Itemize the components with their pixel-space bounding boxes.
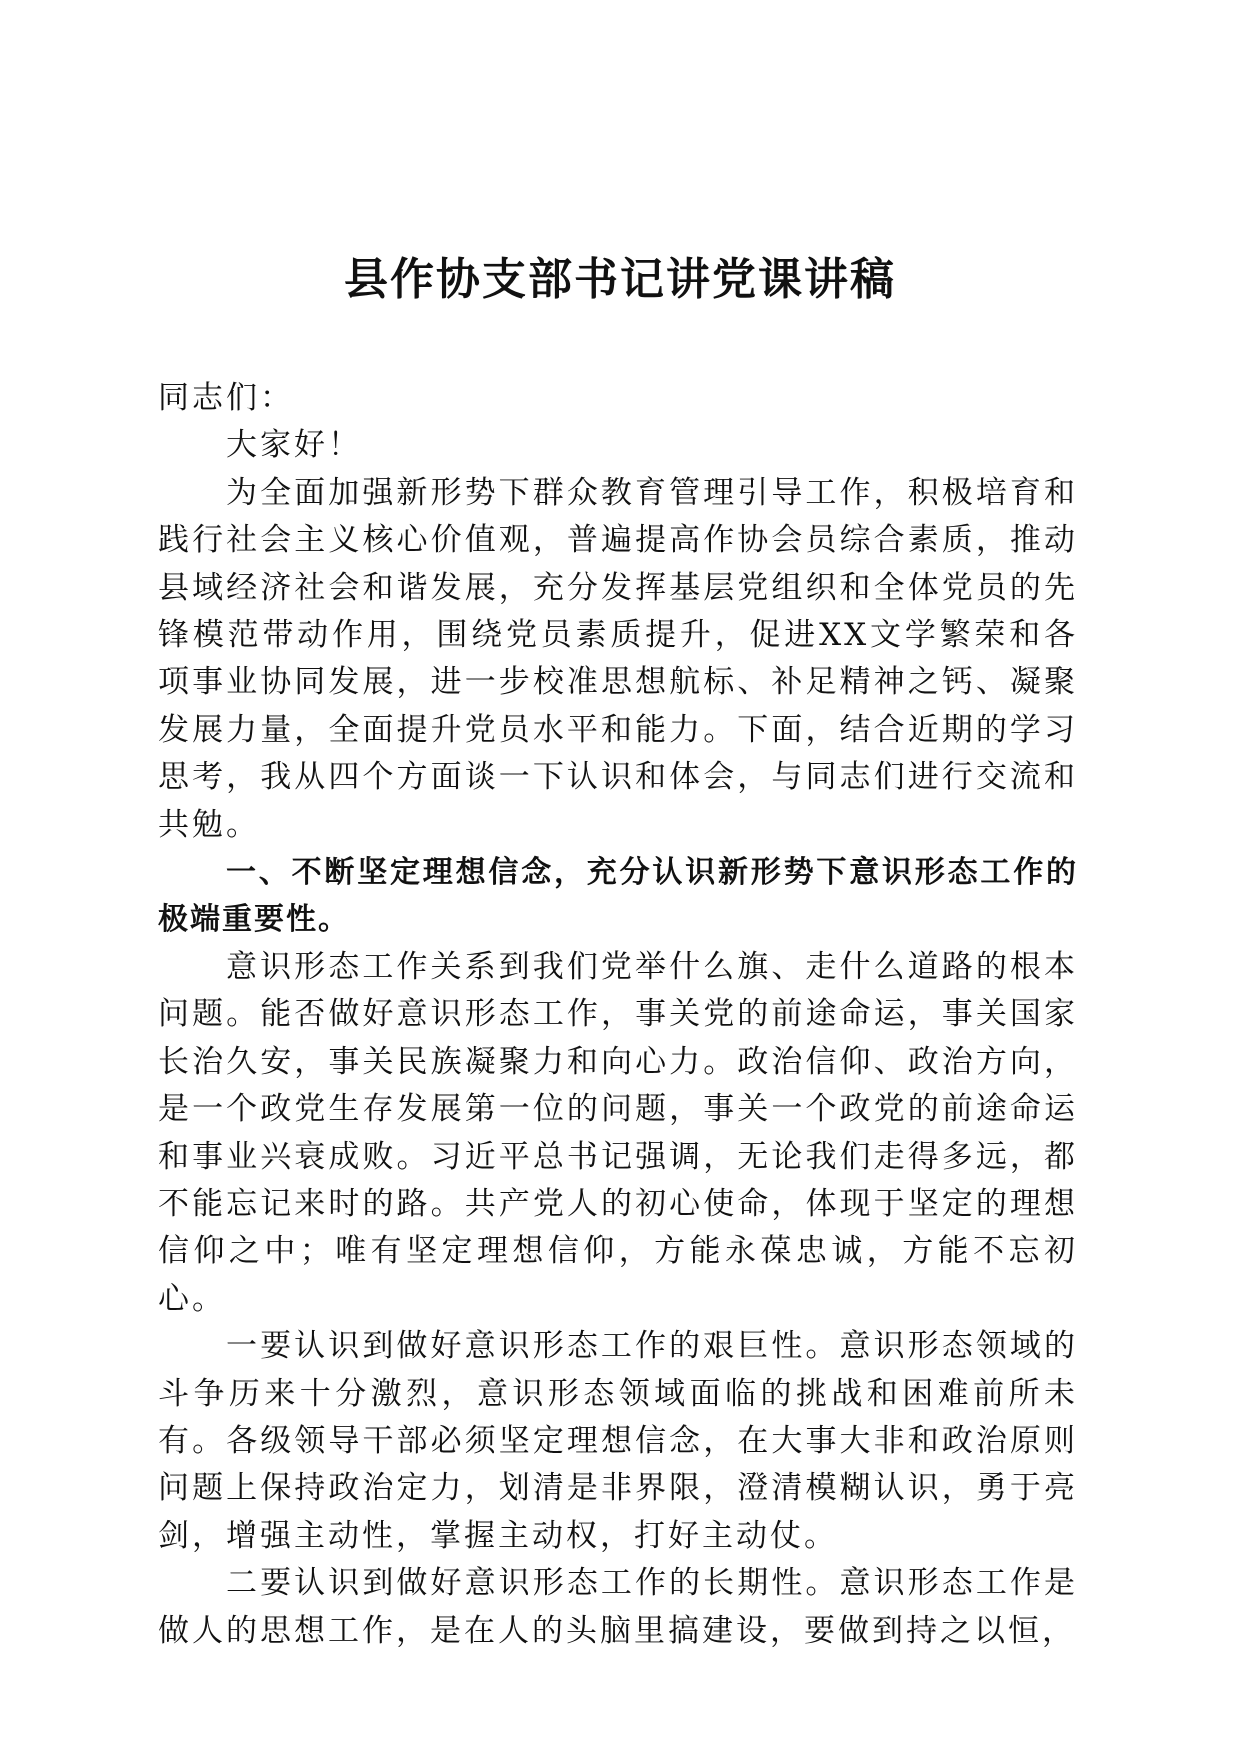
document-body <box>158 375 1078 1655</box>
intro-paragraph: 为全面加强新形势下群众教育管理引导工作，积极培育和践行社会主义核心价值观，普遍提高作协会员综合素质，推动县域经济社会和谐发展，充分发挥基层党组织和全体党员的先锋模范带动作用，围绕党员素质提升，促进XX文学繁荣和各项事业协同发展，进一步校准思想航标、补足精神之钙、凝聚发展力量，全面提升党员水平和能力。下面，结合近期的学习思考，我从四个方面谈一下认识和体会，与同志们进行交流和共勉。 <box>158 474 1078 843</box>
greeting: 大家好！ <box>226 427 362 464</box>
paragraph-arduousness: 一要认识到做好意识形态工作的艰巨性。意识形态领域的斗争历来十分激烈，意识形态领域面临的挑战和困难前所未有。各级领导干部必须坚定理想信念，在大事大非和政治原则问题上保持政治定力，划清是非界限，澄清模糊认识，勇于亮剑，增强主动性，掌握主动权，打好主动仗。 <box>158 1328 1078 1554</box>
document-title: 县作协支部书记讲党课讲稿 <box>344 254 896 305</box>
paragraph-long-term: 二要认识到做好意识形态工作的长期性。意识形态工作是做人的思想工作，是在人的头脑里搞建设，要做到持之以恒， <box>158 1565 1078 1649</box>
section-heading-1: 一、不断坚定理想信念，充分认识新形势下意识形态工作的极端重要性。 <box>158 855 1078 938</box>
salutation: 同志们： <box>158 380 294 416</box>
paragraph-ideology: 意识形态工作关系到我们党举什么旗、走什么道路的根本问题。能否做好意识形态工作，事关党的前途命运，事关国家长治久安，事关民族凝聚力和向心力。政治信仰、政治方向，是一个政党生存发展第一位的问题，事关一个政党的前途命运和事业兴衰成败。习近平总书记强调，无论我们走得多远，都不能忘记来时的路。共产党人的初心使命，体现于坚定的理想信仰之中；唯有坚定理想信仰，方能永葆忠诚，方能不忘初心。 <box>158 948 1078 1317</box>
